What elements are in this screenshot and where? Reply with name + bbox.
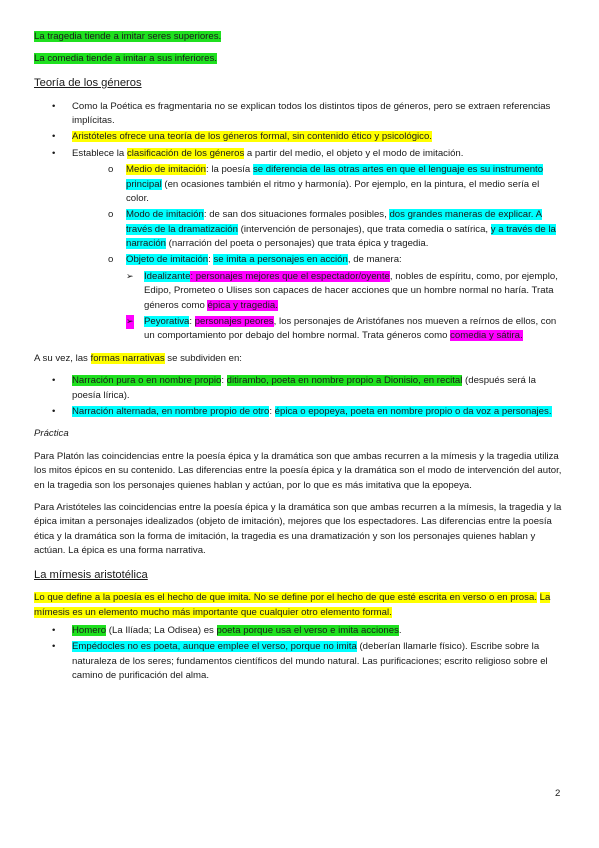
formas-list <box>34 374 564 419</box>
arrow-bullet-icon: ➢ <box>126 315 134 329</box>
imitacion-sublist <box>108 163 564 344</box>
list-item: • Establece la clasificación de los géneros a partir del medio, el objeto y el modo de imitación. o Medio de imitación: la poesía se diferencia de las otras artes en que el lenguaje es su instrumento principal (en ocasiones también el ritmo y harmonía). Por ejemplo, en la pintura, el medio sería el color. o Modo de imitación: de san dos situaciones formales posibles, dos grandes maneras de explicar. A través de la dramatización (intervención de personajes), que trata comedia o satírica, y a través de la narración (narración del poeta o personajes) que trata épica y tragedia. o Objeto de imitación: se imita a personajes en acción, de manera: ➢ Idealizante: personajes mejores que el espectador/oyente, nobles de espíritu, como, por ejemplo, Edipo, Prometeo o Ulises son capaces de hacer acciones que un hombre normal no haría. Trata géneros como épica y tragedia. ➢ Peyorativa: personajes peores, los personajes de Aristófanes nos mueven a reírnos de ellos, con un comportamiento por debajo del hombre normal. Trata géneros como comedia y sátira. <box>34 147 564 344</box>
section-heading-generos: Teoría de los géneros <box>34 76 142 89</box>
circle-bullet-icon: o <box>108 254 114 266</box>
list-item: • Narración pura o en nombre propio: ditirambo, poeta en nombre propio a Dionisio, en recital (después será la poesía lírica). <box>52 375 536 401</box>
mimesis-highlight: Lo que define a la poesía es el hecho de que imita. No se define por el hecho de que esté escrita en verso o en prosa. La mímesis es un elemento mucho más importante que cualquier otro elemento formal. <box>34 592 551 618</box>
circle-bullet-icon: o <box>108 164 114 176</box>
page-content <box>34 30 564 686</box>
list-item: • Empédocles no es poeta, aunque emplee el verso, porque no imita (deberían llamarle físico). Escribe sobre la naturaleza de los seres; fundamentos científicos del mundo natural. Las purificaciones; escrito religioso sobre el camino de purificación del alma. <box>52 641 548 682</box>
practica-paragraph-2: Para Aristóteles las coincidencias entre la poesía épica y la dramática son que ambas recurren a la mímesis, la tragedia y la épica imitan a personajes idealizados (objeto de imitación), mejores que los espectadores. Las diferencias entre la poesía ética y la dramática son la forma de imitación, la tragedia es una dramatización y son los personajes quienes hablan y actúan. La épica es una forma narrativa. <box>34 501 562 557</box>
practica-heading: Práctica <box>34 428 69 440</box>
bullet-icon: • <box>52 641 56 653</box>
practica-paragraph-1: Para Platón las coincidencias entre la poesía épica y la dramática son que ambas recurren a la mímesis y la tragedia utiliza los mitos épicos en su contenido. Las diferencias entre la poesía épica y la dramática son el modo de intervención del autor, en la tragedia son los personajes quienes hablan y actúan, por lo que es más imitativa que la epopeya. <box>34 450 562 491</box>
arrow-bullet-icon: ➢ <box>126 270 134 281</box>
generos-list <box>34 100 564 344</box>
formas-intro: A su vez, las formas narrativas se subdividen en: <box>34 352 242 364</box>
bullet-icon: • <box>52 131 56 143</box>
bullet-icon: • <box>52 100 56 112</box>
list-item-medio: o Medio de imitación: la poesía se diferencia de las otras artes en que el lenguaje es su instrumento principal (en ocasiones también el ritmo y harmonía). Por ejemplo, en la pintura, el medio sería el color. <box>108 164 544 204</box>
list-item: • Homero (La Ilíada; La Odisea) es poeta porque usa el verso e imita acciones. <box>34 624 564 638</box>
page-number: 2 <box>555 788 561 799</box>
bullet-icon: • <box>52 406 56 417</box>
list-item: • Como la Poética es fragmentaria no se explican todos los distintos tipos de géneros, pero se extraen referencias implícitas. <box>52 100 551 126</box>
list-item-modo: o Modo de imitación: de san dos situaciones formales posibles, dos grandes maneras de explicar. A través de la dramatización (intervención de personajes), que trata comedia o satírica, y a través de la narración (narración del poeta o personajes) que trata épica y tragedia. <box>108 209 556 250</box>
bullet-icon: • <box>52 147 56 159</box>
list-item: • Narración alternada, en nombre propio de otro: épica o epopeya, poeta en nombre propio o da voz a personajes. <box>34 405 564 419</box>
intro-line-2: La comedia tiende a imitar a sus inferiores. <box>34 53 217 65</box>
circle-bullet-icon: o <box>108 209 114 221</box>
bullet-icon: • <box>52 375 56 387</box>
list-item: • Aristóteles ofrece una teoría de los géneros formal, sin contenido ético y psicológico. <box>34 130 564 144</box>
mimesis-list <box>34 624 564 684</box>
intro-line-1: La tragedia tiende a imitar seres superiores. <box>34 31 222 42</box>
list-item-objeto: o Objeto de imitación: se imita a personajes en acción, de manera: ➢ Idealizante: personajes mejores que el espectador/oyente, nobles de espíritu, como, por ejemplo, Edipo, Prometeo o Ulises son capaces de hacer acciones que un hombre normal no haría. Trata géneros como épica y tragedia. ➢ Peyorativa: personajes peores, los personajes de Aristófanes nos mueven a reírnos de ellos, con un comportamiento por debajo del hombre normal. Trata géneros como comedia y sátira. <box>108 253 564 343</box>
list-item-peyorativa: ➢ Peyorativa: personajes peores, los personajes de Aristófanes nos mueven a reírnos de ellos, con un comportamiento por debajo del hombre normal. Trata géneros como comedia y sátira. <box>126 316 557 342</box>
section-heading-mimesis: La mímesis aristotélica <box>34 568 148 581</box>
bullet-icon: • <box>52 625 56 637</box>
objeto-sublist <box>126 270 564 344</box>
list-item-idealizante: ➢ Idealizante: personajes mejores que el espectador/oyente, nobles de espíritu, como, por ejemplo, Edipo, Prometeo o Ulises son capaces de hacer acciones que un hombre normal no haría. Trata géneros como épica y tragedia. <box>126 270 558 311</box>
